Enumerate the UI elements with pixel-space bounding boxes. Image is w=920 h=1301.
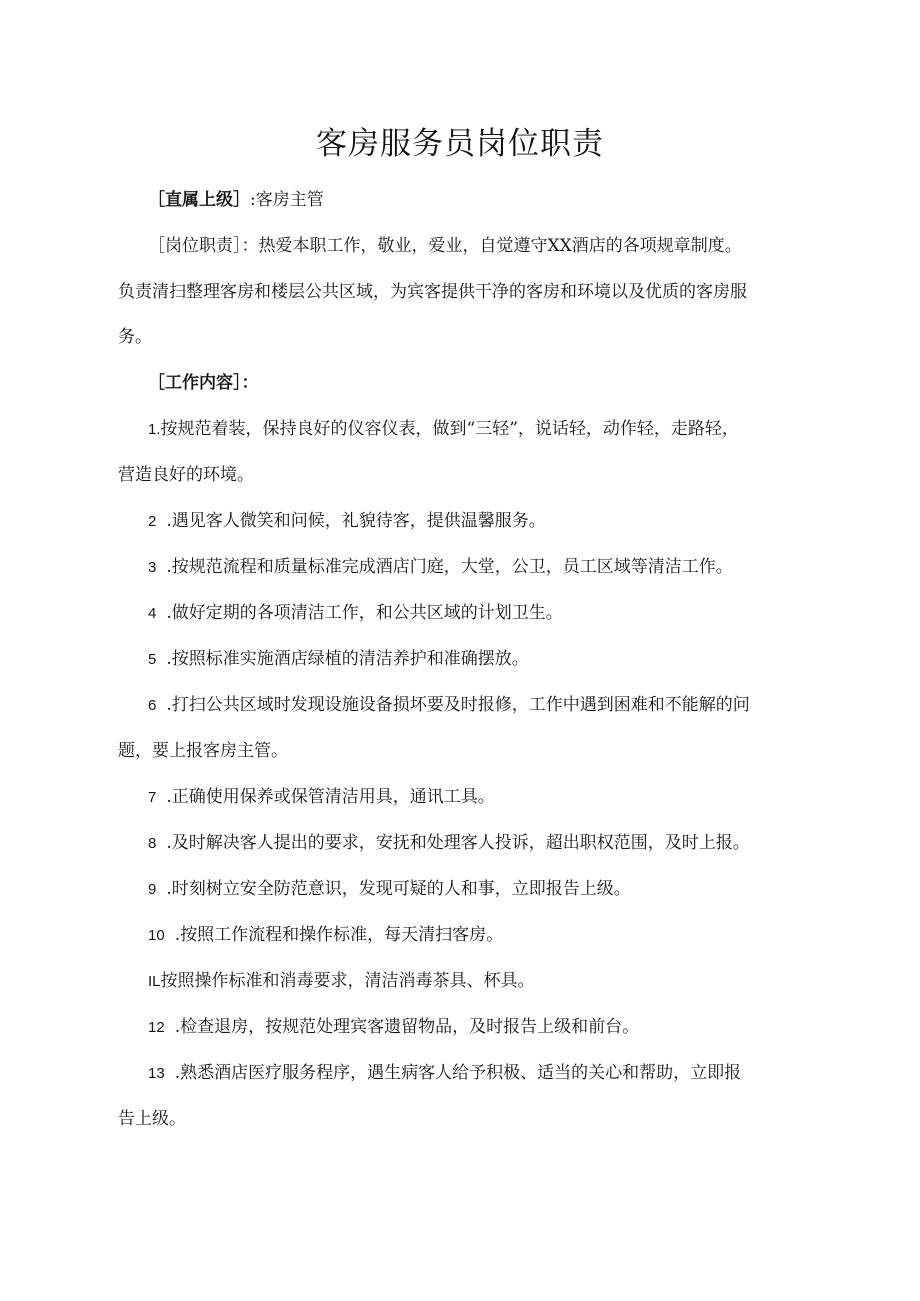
item-text: .时刻树立安全防范意识，发现可疑的人和事，立即报告上级。 — [166, 879, 631, 899]
item-number: 7 — [148, 789, 157, 806]
superior-separator: : — [250, 190, 256, 210]
item-number: IL — [148, 973, 161, 990]
duty-label: ［岗位职责］： — [148, 236, 259, 256]
list-item-7 — [148, 785, 818, 810]
item-number: 2 — [148, 513, 157, 530]
item-text: 按规范着装，保持良好的仪容仪表，做到“三轻”，说话轻，动作轻，走路轻， — [160, 419, 739, 439]
list-item-5 — [148, 647, 818, 672]
item-number: 4 — [148, 605, 157, 622]
work-content-label: ［工作内容］： — [148, 373, 259, 393]
item-text: 按照操作标准和消毒要求，清洁消毒茶具、杯具。 — [160, 971, 535, 991]
item-number: 10 — [148, 927, 165, 944]
superior-value: 客房主管 — [255, 190, 324, 210]
item-number: 5 — [148, 651, 157, 668]
item-text: .熟悉酒店医疗服务程序，遇生病客人给予积极、适当的关心和帮助，立即报 — [174, 1063, 742, 1083]
item-text: .检查退房，按规范处理宾客遗留物品，及时报告上级和前台。 — [174, 1017, 640, 1037]
duty-text-1: 热爱本职工作，敬业，爱业，自觉遵守XX酒店的各项规章制度。 — [258, 236, 742, 256]
item-text: .按照标准实施酒店绿植的清洁养护和准确摆放。 — [166, 649, 529, 669]
item-text: .按照工作流程和操作标准，每天清扫客房。 — [174, 925, 504, 945]
item-text: .遇见客人微笑和问候，礼貌待客，提供温馨服务。 — [166, 511, 546, 531]
item-number: 8 — [148, 835, 157, 852]
duty-line-3: 务。 — [118, 327, 152, 347]
item-number: 13 — [148, 1065, 165, 1082]
superior-label: ［直属上级］ — [148, 190, 250, 210]
list-item-11 — [148, 969, 818, 994]
item-text: .按规范流程和质量标准完成酒店门庭，大堂，公卫，员工区域等清洁工作。 — [166, 557, 733, 577]
item-number: 12 — [148, 1019, 165, 1036]
item-number: 9 — [148, 881, 157, 898]
list-item-12 — [148, 1015, 818, 1040]
list-item-10 — [148, 923, 818, 948]
item-number: 6 — [148, 697, 157, 714]
duty-line-2: 负责清扫整理客房和楼层公共区域，为宾客提供干净的客房和环境以及优质的客房服 — [118, 282, 747, 302]
work-content-line — [148, 371, 818, 395]
duty-line-1 — [148, 234, 818, 258]
item-text: .及时解决客人提出的要求，安抚和处理客人投诉，超出职权范围，及时上报。 — [166, 833, 750, 853]
item-text: .打扫公共区域时发现设施设备损坏要及时报修，工作中遇到困难和不能解的问 — [166, 695, 750, 715]
page-title: 客房服务员岗位职责 — [316, 126, 604, 162]
list-item-9 — [148, 877, 818, 902]
item-text: .做好定期的各项清洁工作，和公共区域的计划卫生。 — [166, 603, 563, 623]
item-number: 3 — [148, 559, 157, 576]
list-item-4 — [148, 601, 818, 626]
list-item-1 — [148, 417, 818, 442]
list-item-13 — [148, 1061, 818, 1086]
list-item-8 — [148, 831, 818, 856]
superior-line — [148, 188, 818, 212]
list-item-13-cont: 告上级。 — [118, 1109, 186, 1129]
list-item-6-cont: 题，要上报客房主管。 — [118, 741, 288, 761]
list-item-6 — [148, 693, 818, 718]
item-text: .正确使用保养或保管清洁用具，通讯工具。 — [166, 787, 495, 807]
list-item-2 — [148, 509, 818, 534]
list-item-3 — [148, 555, 818, 580]
item-number: 1. — [148, 421, 161, 438]
list-item-1-cont: 营造良好的环境。 — [118, 465, 254, 485]
